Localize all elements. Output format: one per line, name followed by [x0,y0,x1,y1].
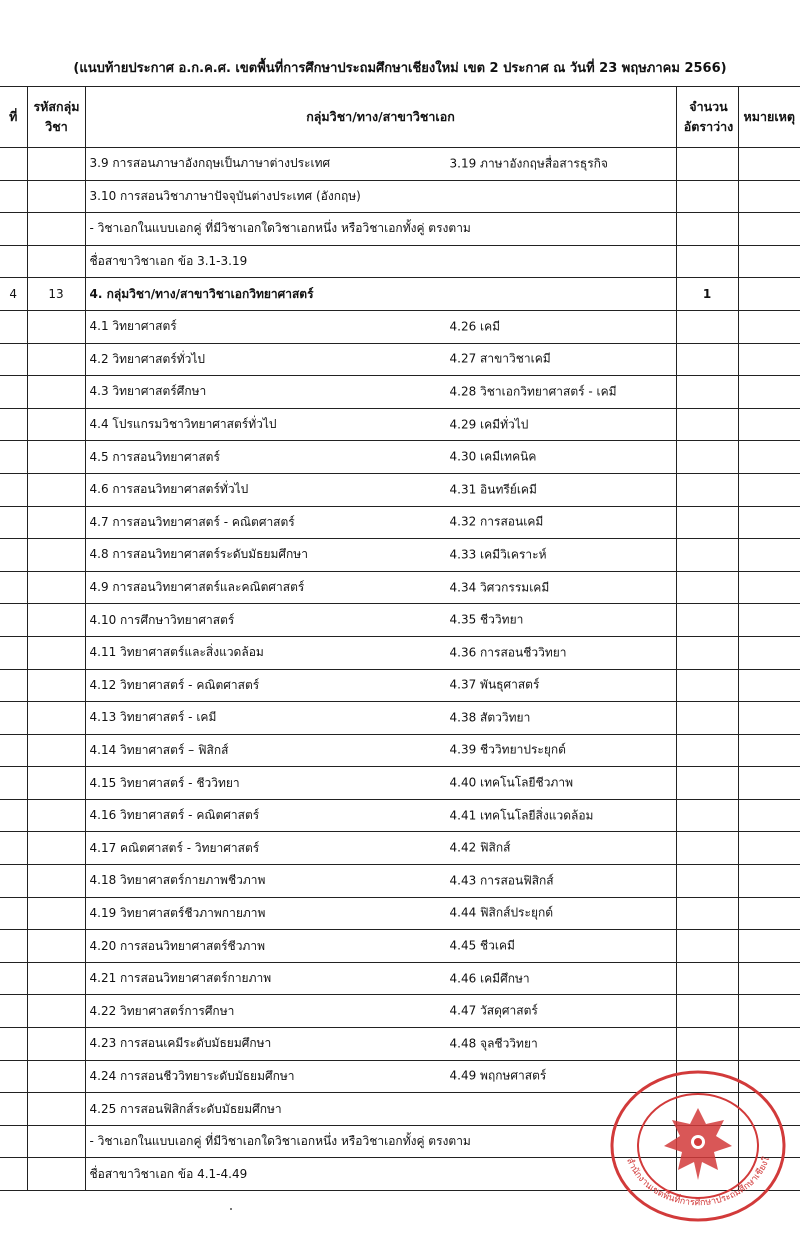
subject-cell [85,245,676,278]
header-count: จำนวนอัตราว่าง [676,87,738,148]
row-number [0,408,27,441]
subject-cell [85,1158,676,1191]
subject-left: 4.11 วิทยาศาสตร์และสิ่งแวดล้อม [89,645,264,660]
group-heading-row [0,278,800,311]
subject-left: 4.9 การสอนวิทยาศาสตร์และคณิตศาสตร์ [89,580,305,595]
subject-right: 4.49 พฤกษศาสตร์ [449,1068,547,1083]
official-seal [606,1066,790,1226]
subject-right: 4.45 ชีวเคมี [449,938,515,953]
remark-cell [738,897,800,930]
subject-cell [85,832,676,865]
group-code [27,506,85,539]
remark-cell [738,571,800,604]
vacancy-count [676,702,738,735]
remark-cell [738,376,800,409]
garuda-seal-icon [606,1066,790,1226]
vacancy-count [676,734,738,767]
subject-right: 4.43 การสอนฟิสิกส์ [449,873,554,888]
group-code [27,1028,85,1061]
subject-right: 4.46 เคมีศึกษา [449,971,530,986]
table-row [0,245,800,278]
remark-cell [738,767,800,800]
subject-right: 4.41 เทคโนโลยีสิ่งแวดล้อม [449,808,594,823]
remark-cell [738,604,800,637]
remark-cell [738,343,800,376]
document-caption: (แนบท้ายประกาศ อ.ก.ค.ศ. เขตพื้นที่การศึกษาประถมศึกษาเชียงใหม่ เขต 2 ประกาศ ณ วันที่ 23 พฤษภาคม 2566) [73,61,727,76]
row-number [0,343,27,376]
subject-left: 4.5 การสอนวิทยาศาสตร์ [89,449,220,464]
group-code [27,376,85,409]
table-row [0,408,800,441]
subject-cell [85,930,676,963]
table-row [0,506,800,539]
vacancy-count [676,148,738,181]
row-number [0,702,27,735]
remark-cell [738,1028,800,1061]
group-code [27,473,85,506]
table-row [0,310,800,343]
subject-cell [85,734,676,767]
table-row [0,473,800,506]
row-number [0,539,27,572]
vacancy-count [676,767,738,800]
subject-left: 4. กลุ่มวิชา/ทาง/สาขาวิชาเอกวิทยาศาสตร์ [89,286,314,301]
row-number [0,962,27,995]
table-row [0,604,800,637]
remark-cell [738,734,800,767]
group-code [27,310,85,343]
row-number [0,930,27,963]
subject-right: 4.29 เคมีทั่วไป [449,417,529,432]
row-number [0,1028,27,1061]
subject-right: 4.48 จุลชีววิทยา [449,1036,538,1051]
row-number [0,669,27,702]
remark-cell [738,539,800,572]
group-code [27,1093,85,1126]
row-number [0,1093,27,1126]
remark-cell [738,213,800,246]
subject-cell [85,571,676,604]
subject-cell [85,962,676,995]
vacancy-count [676,897,738,930]
group-code [27,441,85,474]
remark-cell [738,473,800,506]
vacancy-count [676,245,738,278]
table-row [0,767,800,800]
table-row [0,343,800,376]
subject-left: 4.16 วิทยาศาสตร์ - คณิตศาสตร์ [89,808,260,823]
subject-right: 4.35 ชีววิทยา [449,612,524,627]
subject-left: 4.1 วิทยาศาสตร์ [89,319,177,334]
group-code [27,571,85,604]
subject-left: 4.19 วิทยาศาสตร์ชีวภาพกายภาพ [89,905,266,920]
table-row [0,636,800,669]
row-number [0,832,27,865]
row-number: 4 [0,278,27,311]
table-row [0,571,800,604]
row-number [0,865,27,898]
remark-cell [738,702,800,735]
subject-cell [85,310,676,343]
row-number [0,473,27,506]
subject-left: 4.25 การสอนฟิสิกส์ระดับมัธยมศึกษา [89,1101,282,1116]
subject-right: 4.32 การสอนเคมี [449,514,544,529]
subject-left: 4.8 การสอนวิทยาศาสตร์ระดับมัธยมศึกษา [89,547,308,562]
vacancy-count [676,669,738,702]
subject-left: 4.3 วิทยาศาสตร์ศึกษา [89,384,207,399]
subject-right: 4.40 เทคโนโลยีชีวภาพ [449,775,573,790]
subject-right: 4.42 ฟิสิกส์ [449,840,511,855]
subject-right: 4.47 วัสดุศาสตร์ [449,1003,538,1018]
group-code [27,930,85,963]
remark-cell [738,310,800,343]
group-code [27,180,85,213]
vacancy-count [676,962,738,995]
row-number [0,897,27,930]
header-group: กลุ่มวิชา/ทาง/สาขาวิชาเอก [85,87,676,148]
subject-cell [85,636,676,669]
table-header-row [0,87,800,148]
remark-cell [738,441,800,474]
group-code [27,702,85,735]
vacancy-table [0,86,800,1191]
group-code [27,865,85,898]
group-code [27,539,85,572]
row-number [0,571,27,604]
vacancy-count [676,539,738,572]
subject-left: 4.13 วิทยาศาสตร์ - เคมี [89,710,217,725]
table-row [0,376,800,409]
table-row [0,995,800,1028]
subject-cell [85,180,676,213]
subject-cell [85,865,676,898]
subject-left: 4.17 คณิตศาสตร์ - วิทยาศาสตร์ [89,840,260,855]
remark-cell [738,506,800,539]
table-row [0,539,800,572]
group-code [27,799,85,832]
subject-cell [85,1028,676,1061]
remark-cell [738,636,800,669]
remark-cell [738,930,800,963]
vacancy-count [676,832,738,865]
vacancy-count [676,180,738,213]
vacancy-count: 1 [676,278,738,311]
vacancy-count [676,930,738,963]
header-code: รหัสกลุ่มวิชา [27,87,85,148]
subject-cell [85,1093,676,1126]
subject-left: 4.24 การสอนชีววิทยาระดับมัธยมศึกษา [89,1068,295,1083]
row-number [0,506,27,539]
group-code [27,962,85,995]
table-row [0,962,800,995]
row-number [0,1060,27,1093]
table-row [0,441,800,474]
group-code [27,669,85,702]
vacancy-count [676,376,738,409]
vacancy-count [676,1028,738,1061]
vacancy-count [676,213,738,246]
group-code [27,604,85,637]
vacancy-count [676,636,738,669]
vacancy-count [676,310,738,343]
remark-cell [738,669,800,702]
row-number [0,636,27,669]
group-code [27,734,85,767]
table-row [0,897,800,930]
subject-left: 4.14 วิทยาศาสตร์ – ฟิสิกส์ [89,742,229,757]
subject-cell [85,702,676,735]
subject-cell [85,408,676,441]
subject-left: ชื่อสาขาวิชาเอก ข้อ 4.1-4.49 [89,1166,248,1181]
group-code [27,1060,85,1093]
group-code [27,995,85,1028]
subject-right: 4.38 สัตววิทยา [449,710,531,725]
remark-cell [738,278,800,311]
row-number [0,1158,27,1191]
subject-left: 4.22 วิทยาศาสตร์การศึกษา [89,1003,235,1018]
table-row [0,148,800,181]
row-number [0,245,27,278]
subject-left: 4.6 การสอนวิทยาศาสตร์ทั่วไป [89,482,249,497]
header-no: ที่ [0,87,27,148]
group-code [27,245,85,278]
subject-left: 4.12 วิทยาศาสตร์ - คณิตศาสตร์ [89,677,260,692]
remark-cell [738,180,800,213]
subject-cell [85,506,676,539]
subject-left: 4.10 การศึกษาวิทยาศาสตร์ [89,612,235,627]
subject-right: 4.27 สาขาวิชาเคมี [449,351,551,366]
seal-text: สำนักงานเขตพื้นที่การศึกษาประถมศึกษาเชียงใ [624,1155,773,1209]
subject-cell [85,278,676,311]
vacancy-count [676,506,738,539]
subject-right: 4.39 ชีววิทยาประยุกต์ [449,742,566,757]
table-row [0,799,800,832]
vacancy-count [676,343,738,376]
subject-right: 4.26 เคมี [449,319,501,334]
subject-cell [85,376,676,409]
subject-left: - วิชาเอกในแบบเอกคู่ ที่มีวิชาเอกใดวิชาเอกหนึ่ง หรือวิชาเอกทั้งคู่ ตรงตาม [89,1134,471,1149]
vacancy-count [676,865,738,898]
subject-right: 4.31 อินทรีย์เคมี [449,482,537,497]
row-number [0,148,27,181]
subject-cell [85,473,676,506]
group-code [27,148,85,181]
table-body [0,148,800,1191]
subject-cell [85,995,676,1028]
remark-cell [738,245,800,278]
subject-left: 4.21 การสอนวิทยาศาสตร์กายภาพ [89,971,272,986]
remark-cell [738,832,800,865]
vacancy-count [676,995,738,1028]
subject-left: 4.7 การสอนวิทยาศาสตร์ - คณิตศาสตร์ [89,514,295,529]
vacancy-count [676,473,738,506]
vacancy-count [676,571,738,604]
row-number [0,767,27,800]
vacancy-count [676,408,738,441]
subject-cell [85,1060,676,1093]
group-code [27,636,85,669]
row-number [0,734,27,767]
subject-left: 4.23 การสอนเคมีระดับมัธยมศึกษา [89,1036,272,1051]
table-row [0,669,800,702]
group-code [27,1125,85,1158]
subject-cell [85,799,676,832]
row-number [0,604,27,637]
remark-cell [738,799,800,832]
subject-left: 4.20 การสอนวิทยาศาสตร์ชีวภาพ [89,938,265,953]
group-code [27,213,85,246]
group-code [27,832,85,865]
subject-left: 4.4 โปรแกรมวิชาวิทยาศาสตร์ทั่วไป [89,417,277,432]
subject-right: 4.34 วิศวกรรมเคมี [449,580,550,595]
subject-cell [85,604,676,637]
subject-left: 4.2 วิทยาศาสตร์ทั่วไป [89,351,206,366]
table-row [0,180,800,213]
subject-cell [85,148,676,181]
vacancy-count [676,799,738,832]
table-row [0,930,800,963]
subject-cell [85,441,676,474]
subject-cell [85,897,676,930]
group-code: 13 [27,278,85,311]
group-code [27,343,85,376]
group-code [27,1158,85,1191]
subject-right: 3.19 ภาษาอังกฤษสื่อสารธุรกิจ [449,156,608,171]
table-row [0,213,800,246]
vacancy-count [676,441,738,474]
group-code [27,408,85,441]
row-number [0,376,27,409]
row-number [0,180,27,213]
subject-left: 3.10 การสอนวิชาภาษาปัจจุบันต่างประเทศ (อังกฤษ) [89,188,361,203]
row-number [0,213,27,246]
subject-cell [85,767,676,800]
subject-right: 4.33 เคมีวิเคราะห์ [449,547,547,562]
subject-right: 4.28 วิชาเอกวิทยาศาสตร์ - เคมี [449,384,617,399]
subject-cell [85,343,676,376]
subject-right: 4.30 เคมีเทคนิค [449,449,537,464]
scan-speck [230,1208,232,1210]
subject-left: 4.18 วิทยาศาสตร์กายภาพชีวภาพ [89,873,266,888]
vacancy-count [676,604,738,637]
header-note: หมายเหตุ [738,87,800,148]
subject-left: 3.9 การสอนภาษาอังกฤษเป็นภาษาต่างประเทศ [89,156,331,171]
subject-cell [85,669,676,702]
subject-left: ชื่อสาขาวิชาเอก ข้อ 3.1-3.19 [89,254,248,269]
table-row [0,702,800,735]
group-code [27,767,85,800]
table-row [0,1028,800,1061]
remark-cell [738,995,800,1028]
remark-cell [738,865,800,898]
remark-cell [738,408,800,441]
subject-right: 4.44 ฟิสิกส์ประยุกต์ [449,905,554,920]
row-number [0,799,27,832]
group-code [27,897,85,930]
row-number [0,1125,27,1158]
subject-left: - วิชาเอกในแบบเอกคู่ ที่มีวิชาเอกใดวิชาเอกหนึ่ง หรือวิชาเอกทั้งคู่ ตรงตาม [89,221,471,236]
row-number [0,310,27,343]
subject-cell [85,1125,676,1158]
subject-cell [85,539,676,572]
row-number [0,995,27,1028]
subject-right: 4.37 พันธุศาสตร์ [449,677,540,692]
remark-cell [738,962,800,995]
table-row [0,832,800,865]
subject-right: 4.36 การสอนชีววิทยา [449,645,567,660]
table-row [0,865,800,898]
subject-left: 4.15 วิทยาศาสตร์ - ชีววิทยา [89,775,240,790]
remark-cell [738,148,800,181]
subject-cell [85,213,676,246]
table-row [0,734,800,767]
row-number [0,441,27,474]
